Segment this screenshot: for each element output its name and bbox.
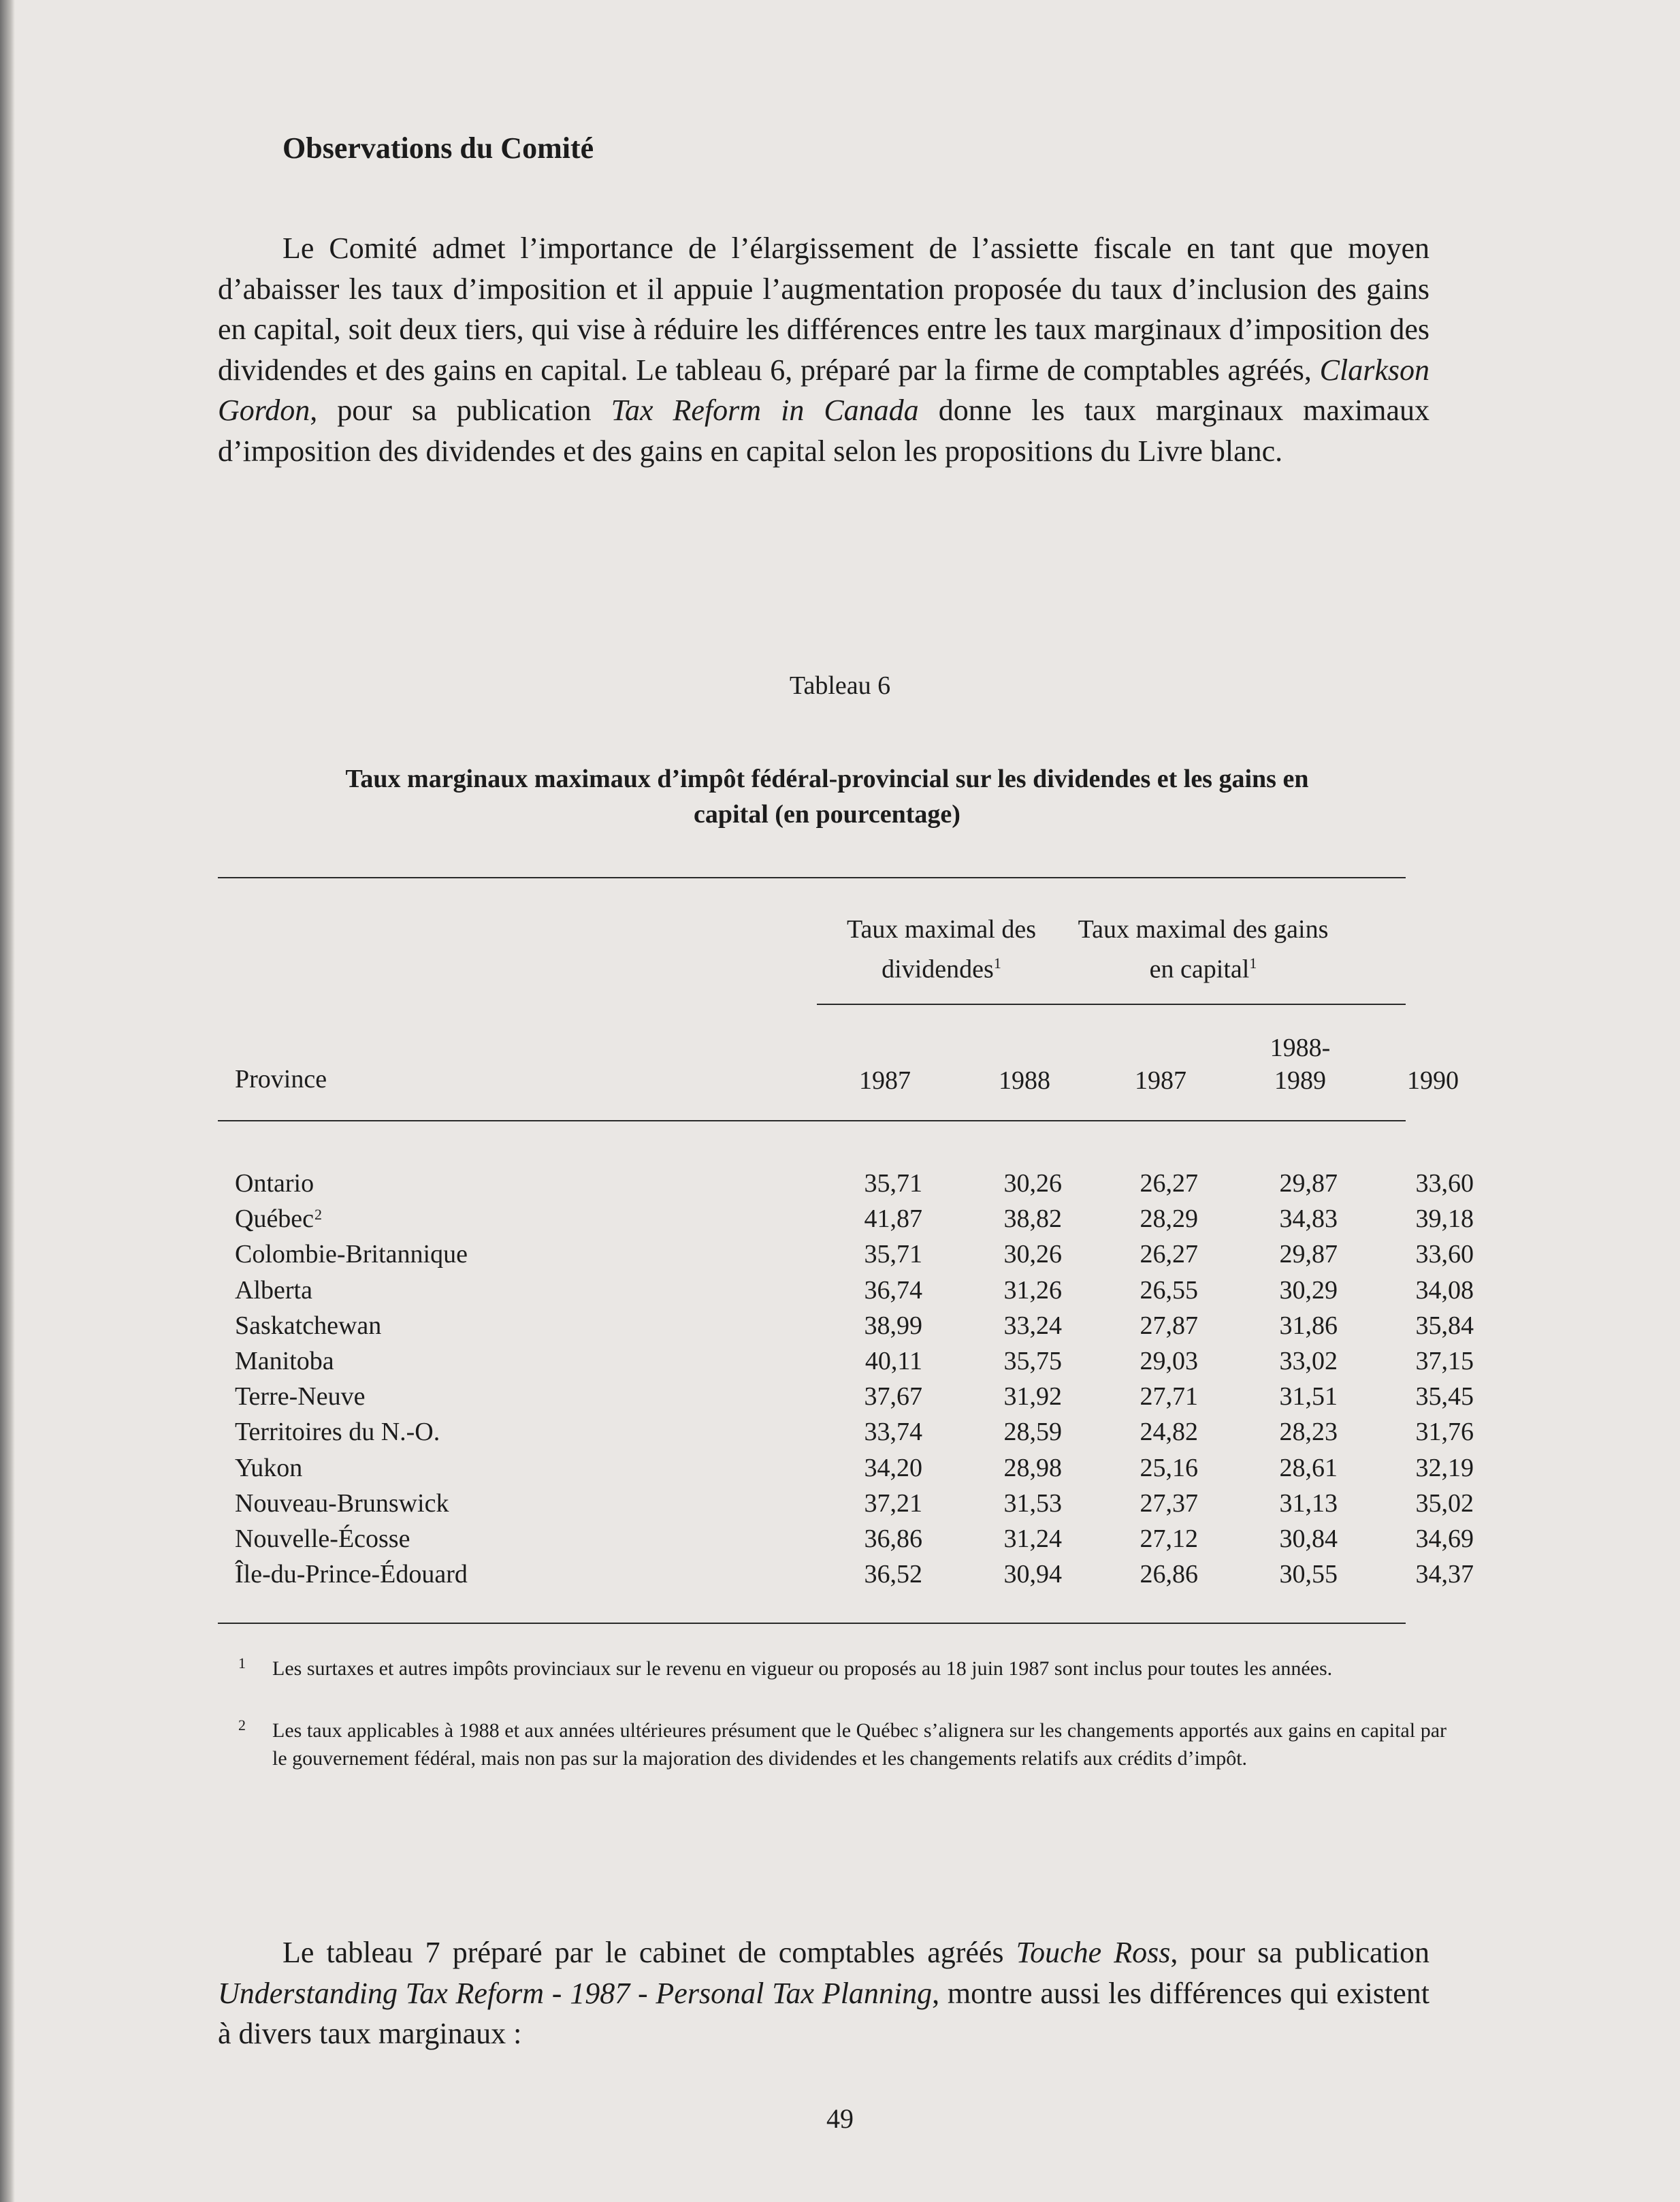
column-group-rule	[817, 1004, 1406, 1005]
footnote	[238, 1655, 1447, 1682]
rate-cell: 29,87	[1279, 1169, 1338, 1198]
year-header: 1987	[859, 1066, 911, 1095]
rate-cell: 38,99	[864, 1311, 922, 1340]
rate-cell: 28,98	[1003, 1453, 1062, 1482]
table-row	[235, 1486, 1474, 1521]
page-number: 49	[826, 2103, 854, 2134]
rate-cell: 34,20	[864, 1453, 922, 1482]
table-title: Taux marginaux maximaux d’impôt fédéral-provincial sur les dividendes et les gains en capital (en pourcentage)	[345, 765, 1309, 829]
rate-cell: 37,21	[864, 1488, 922, 1518]
dividends-column-header: Taux maximal des dividendes$^1$	[846, 915, 1037, 984]
year-header: 1990	[1407, 1066, 1459, 1095]
province-name: Alberta	[235, 1275, 312, 1305]
table-row	[235, 1201, 1474, 1236]
rate-cell: 30,29	[1279, 1275, 1338, 1305]
rate-cell: 34,37	[1415, 1560, 1474, 1589]
province-name: Ontario	[235, 1169, 314, 1198]
rate-cell: 27,12	[1140, 1524, 1198, 1553]
rate-cell: 27,71	[1140, 1382, 1198, 1411]
rate-cell: 34,69	[1415, 1524, 1474, 1553]
rate-cell: 31,76	[1415, 1418, 1474, 1447]
province-name: Saskatchewan	[235, 1311, 382, 1340]
year-header: 1988	[999, 1066, 1050, 1095]
rate-cell: 27,87	[1140, 1311, 1198, 1340]
table-row	[235, 1273, 1474, 1308]
rate-cell: 31,92	[1003, 1382, 1062, 1411]
rate-cell: 31,51	[1279, 1382, 1338, 1411]
province-name: Nouvelle-Écosse	[235, 1524, 410, 1553]
rate-cell: 28,61	[1279, 1453, 1338, 1482]
province-name: Nouveau-Brunswick	[235, 1488, 449, 1518]
rate-cell: 32,19	[1415, 1453, 1474, 1482]
rate-cell: 33,24	[1003, 1311, 1062, 1340]
rate-cell: 28,23	[1279, 1418, 1338, 1447]
intro-paragraph	[218, 228, 1429, 471]
province-footnote-ref: 2	[314, 1206, 322, 1224]
table-bottom-rule	[218, 1623, 1406, 1624]
rate-cell: 36,86	[864, 1524, 922, 1553]
rate-cell: 31,86	[1279, 1311, 1338, 1340]
rate-cell: 26,27	[1140, 1169, 1198, 1198]
province-name: Colombie-Britannique	[235, 1240, 468, 1269]
rate-cell: 30,26	[1003, 1169, 1062, 1198]
province-name: Yukon	[235, 1453, 303, 1482]
rate-cell: 40,11	[865, 1346, 922, 1375]
rate-cell: 31,24	[1003, 1524, 1062, 1553]
rate-cell: 31,53	[1003, 1488, 1062, 1518]
rate-cell: 26,55	[1140, 1275, 1198, 1305]
table-label: Tableau 6	[789, 671, 891, 700]
rate-cell: 33,60	[1415, 1240, 1474, 1269]
rate-cell: 34,08	[1415, 1275, 1474, 1305]
rate-cell: 26,27	[1140, 1240, 1198, 1269]
rate-cell: 35,71	[864, 1240, 922, 1269]
rate-cell: 31,26	[1003, 1275, 1062, 1305]
rate-cell: 30,55	[1279, 1560, 1338, 1589]
rate-cell: 30,94	[1003, 1560, 1062, 1589]
closing-firm: Touche Ross	[1016, 1936, 1171, 1969]
rate-cell: 41,87	[864, 1204, 922, 1234]
province-name: Territoires du N.-O.	[235, 1418, 440, 1447]
province-name: Terre-Neuve	[235, 1382, 366, 1411]
rate-cell: 36,74	[864, 1275, 922, 1305]
rate-cell: 39,18	[1415, 1204, 1474, 1234]
intro-firm: Clarkson Gordon	[218, 353, 1429, 427]
footnote-mark: 1	[238, 1655, 246, 1672]
province-name: Manitoba	[235, 1346, 334, 1375]
table-row	[235, 1166, 1474, 1201]
table-row	[235, 1343, 1474, 1379]
table-row	[235, 1450, 1474, 1486]
rate-cell: 35,84	[1415, 1311, 1474, 1340]
intro-text-3: donne les taux marginaux maximaux d’imposition des dividendes et des gains en capital selon les propositions du Livre blanc.	[218, 394, 1430, 468]
province-column-header: Province	[235, 1065, 327, 1094]
table-row	[235, 1521, 1474, 1557]
rate-cell: 29,87	[1279, 1240, 1338, 1269]
capital-gains-column-header: Taux maximal des gains en capital$^1$	[1078, 915, 1329, 984]
province-name: Île-du-Prince-Édouard	[235, 1560, 468, 1589]
rate-cell: 30,26	[1003, 1240, 1062, 1269]
year-header: 1987	[1135, 1066, 1186, 1095]
rate-cell: 26,86	[1140, 1560, 1198, 1589]
table-body	[235, 1166, 1474, 1592]
province-name: Québec	[235, 1204, 314, 1234]
rate-cell: 33,60	[1415, 1169, 1474, 1198]
rate-cell: 28,59	[1003, 1418, 1062, 1447]
footnote-text: Les surtaxes et autres impôts provinciaux sur le revenu en vigueur ou proposés au 18 juin 1987 sont inclus pour toutes les années.	[272, 1657, 1333, 1680]
intro-text-1: Le Comité admet l’importance de l’élargissement de l’assiette fiscale en tant que moyen d’abaisser les taux d’imposition et il appuie l’augmentation proposée du taux d’inclusion des gains en capital, soit deux tiers, qui vise à réduire les différences entre les taux marginaux d’imposition des dividendes et des gains en capital. Le tableau 6, préparé par la firme de comptables agréés,	[218, 232, 1429, 387]
rate-cell: 29,03	[1140, 1346, 1198, 1375]
closing-text-2: , pour sa publication	[1170, 1936, 1429, 1969]
rate-cell: 25,16	[1140, 1453, 1198, 1482]
intro-publication: Tax Reform in Canada	[611, 394, 919, 427]
rate-cell: 35,71	[864, 1169, 922, 1198]
rate-cell: 37,15	[1415, 1346, 1474, 1375]
rate-cell: 34,83	[1279, 1204, 1338, 1234]
rate-cell: 24,82	[1140, 1418, 1198, 1447]
header-bottom-rule	[218, 1120, 1406, 1121]
footnote-mark: 2	[238, 1717, 246, 1734]
rate-cell: 36,52	[864, 1560, 922, 1589]
rate-cell: 28,29	[1140, 1204, 1198, 1234]
year-header: 1988- 1989	[1270, 1034, 1331, 1095]
rate-cell: 35,02	[1415, 1488, 1474, 1518]
table-row	[235, 1379, 1474, 1414]
rate-cell: 31,13	[1279, 1488, 1338, 1518]
table-row	[235, 1236, 1474, 1272]
closing-publication: Understanding Tax Reform - 1987 - Personal Tax Planning	[218, 1976, 933, 2010]
table-top-rule	[218, 877, 1406, 878]
dividends-footnote-ref: 1	[993, 955, 1001, 972]
rate-cell: 27,37	[1140, 1488, 1198, 1518]
rate-cell: 38,82	[1003, 1204, 1062, 1234]
section-title: Observations du Comité	[282, 131, 594, 165]
rate-cell: 35,75	[1003, 1346, 1062, 1375]
rate-cell: 30,84	[1279, 1524, 1338, 1553]
closing-text-3: , montre aussi les différences qui existent à divers taux marginaux :	[218, 1976, 1429, 2050]
closing-paragraph	[218, 1932, 1429, 2054]
table-row	[235, 1308, 1474, 1343]
rate-cell: 33,74	[864, 1418, 922, 1447]
rate-cell: 35,45	[1415, 1382, 1474, 1411]
footnote-text: Les taux applicables à 1988 et aux années ultérieures présument que le Québec s’alignera sur les changements apportés aux gains en capital par le gouvernement fédéral, mais non pas sur la majoration des dividendes et les changements relatifs aux crédits d’impôt.	[272, 1719, 1447, 1770]
table-row	[235, 1414, 1474, 1450]
rate-cell: 37,67	[864, 1382, 922, 1411]
table-row	[235, 1557, 1474, 1592]
capital-footnote-ref: 1	[1249, 955, 1257, 972]
closing-text-1: Le tableau 7 préparé par le cabinet de comptables agréés	[282, 1936, 1016, 1969]
intro-text-2: , pour sa publication	[310, 394, 611, 427]
rate-cell: 33,02	[1279, 1346, 1338, 1375]
footnote	[238, 1717, 1447, 1772]
